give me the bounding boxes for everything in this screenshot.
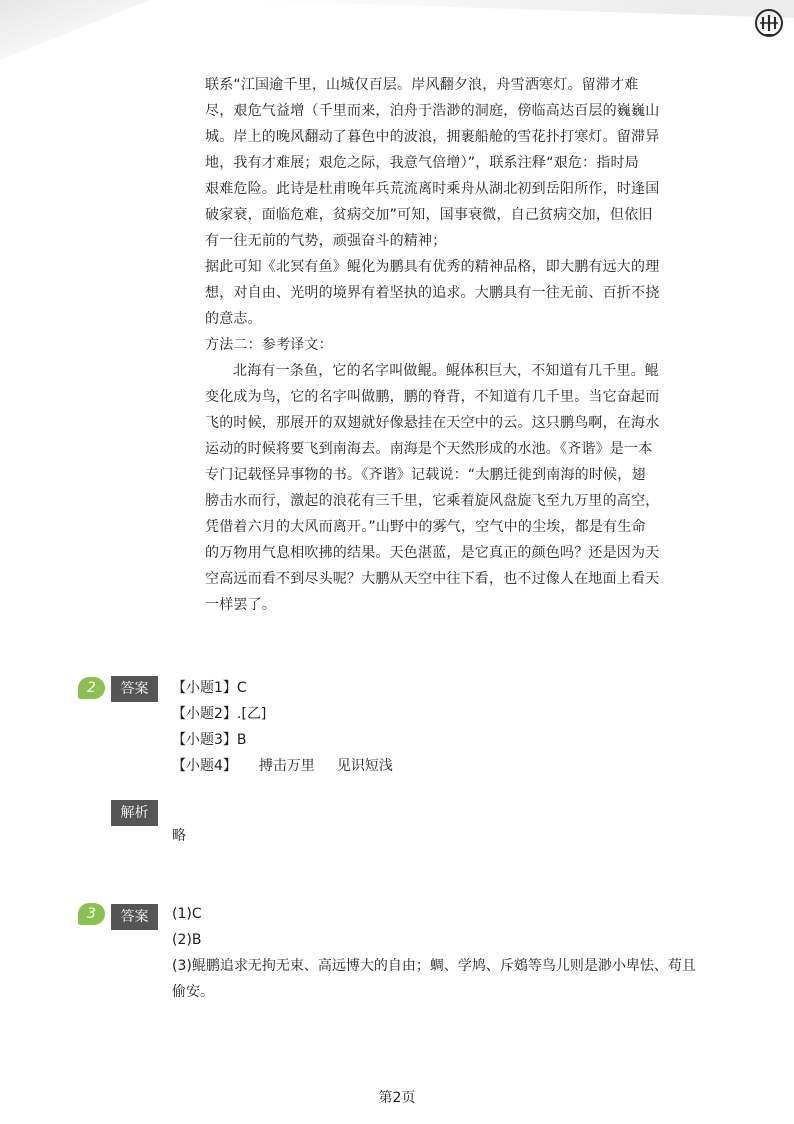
- passage-line: 尽，艰危气益增（千里而来，泊舟于浩渺的洞庭，傍临高达百层的巍巍山: [205, 103, 660, 119]
- page-corner-decoration-left: [0, 0, 150, 60]
- passage-line: 地，我有才难展；艰危之际，我意气倍增）”，联系注释“艰危：指时局: [205, 155, 639, 171]
- passage-line: 的意志。: [205, 311, 262, 327]
- translation-line: 凭借着六月的大风而离开。”山野中的雾气，空气中的尘埃，都是有生命: [205, 519, 646, 535]
- analysis-tag: 解析: [111, 800, 158, 826]
- passage-line: 有一往无前的气势，顽强奋斗的精神；: [205, 233, 447, 249]
- passage-line: 方法二：参考译文：: [205, 337, 333, 353]
- answer-item-prefix: 【小题4】: [172, 758, 237, 774]
- answer-tag: 答案: [111, 904, 158, 930]
- answer-item: 偷安。: [172, 984, 214, 1000]
- page-corner-decoration-right: [234, 0, 794, 18]
- page-number: 第2页: [378, 1090, 416, 1106]
- answer-item: 【小题1】C: [172, 680, 247, 696]
- answer-item: (1)C: [172, 906, 202, 922]
- translation-line: 专门记载怪异事物的书。《齐谐》记载说：“大鹏迁徙到南海的时候，翅: [205, 467, 646, 483]
- passage-line: 城。岸上的晚风翻动了暮色中的波浪，拥裹船舱的雪花扑打寒灯。留滞异: [205, 129, 660, 145]
- translation-line: 膀击水而行，激起的浪花有三千里，它乘着旋风盘旋飞至九万里的高空，: [205, 493, 660, 509]
- passage-line: 艰难危险。此诗是杜甫晚年兵荒流离时乘舟从湖北初到岳阳所作，时逢国: [205, 181, 660, 197]
- translation-line: 一样罢了。: [205, 597, 276, 613]
- answer-item: 【小题3】B: [172, 732, 247, 748]
- answer-item: (2)B: [172, 932, 202, 948]
- translation-line: 运动的时候将要飞到南海去。南海是个天然形成的水池。《齐谐》是一本: [205, 441, 653, 457]
- answer-item: (3)鲲鹏追求无拘无束、高远博大的自由；蜩、学鸠、斥鴳等鸟儿则是渺小卑怯、苟且: [172, 958, 696, 974]
- translation-line: 北海有一条鱼，它的名字叫做鲲。鲲体积巨大，不知道有几千里。鲲: [233, 363, 659, 379]
- passage-line: 联系“江国逾千里，山城仅百层。岸风翻夕浪，舟雪洒寒灯。留滞才难: [205, 77, 639, 93]
- translation-line: 飞的时候，那展开的双翅就好像悬挂在天空中的云。这只鹏鸟啊，在海水: [205, 415, 660, 431]
- translation-line: 变化成为鸟，它的名字叫做鹏，鹏的脊背，不知道有几千里。当它奋起而: [205, 389, 660, 405]
- translation-line: 的万物用气息相吹拂的结果。天色湛蓝，是它真正的颜色吗？还是因为天: [205, 545, 660, 561]
- question-number-badge: 2: [78, 677, 105, 699]
- answer-item: 【小题2】.[乙]: [172, 706, 267, 722]
- analysis-text: 略: [172, 828, 186, 844]
- answer-word: 搏击万里: [258, 758, 315, 774]
- question-number-badge: 3: [78, 903, 105, 925]
- passage-line: 破家衰，面临危难，贫病交加”可知，国事衰微，自己贫病交加，但依旧: [205, 207, 653, 223]
- passage-line: 据此可知《北冥有鱼》鲲化为鹏具有优秀的精神品格，即大鹏有远大的理: [205, 259, 660, 275]
- answer-word: 见识短浅: [336, 758, 393, 774]
- translation-line: 空高远而看不到尽头呢？大鹏从天空中往下看，也不过像人在地面上看天: [205, 571, 660, 587]
- passage-text: [205, 72, 675, 618]
- passage-line: 想，对自由、光明的境界有着坚执的追求。大鹏具有一往无前、百折不挠: [205, 285, 660, 301]
- answer-list: [172, 901, 696, 1005]
- answer-list: [172, 675, 393, 779]
- publisher-logo-icon: [754, 8, 784, 38]
- answer-tag: 答案: [111, 676, 158, 702]
- answer-item-4: [172, 753, 393, 779]
